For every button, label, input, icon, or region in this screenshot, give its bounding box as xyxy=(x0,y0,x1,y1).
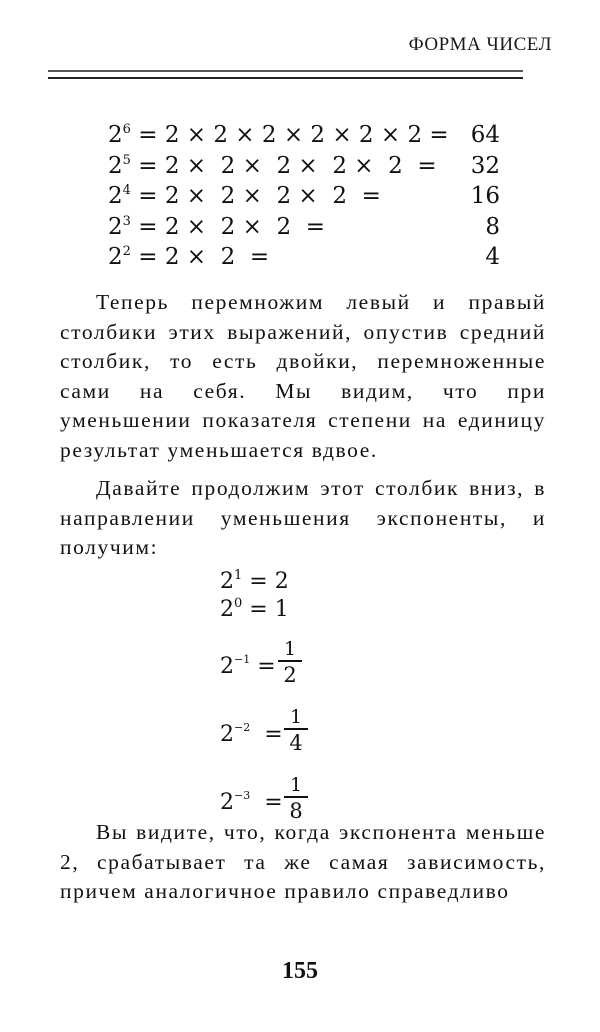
power-row xyxy=(220,596,289,624)
exponent: −2 xyxy=(234,721,251,734)
result: 8 xyxy=(485,213,500,240)
numerator: 1 xyxy=(278,638,302,662)
expansion: = 2 × 2 = xyxy=(130,244,277,270)
fraction-row xyxy=(220,638,297,696)
power-row xyxy=(220,568,289,596)
equation-row xyxy=(108,242,500,273)
denominator: 8 xyxy=(289,799,303,823)
paragraph-text: Давайте продолжим этот столбик вниз, в направлении уменьшения экспоненты, и получим: xyxy=(60,476,546,559)
fraction xyxy=(284,706,308,756)
negative-powers-list xyxy=(220,568,303,832)
paragraph-multiply-columns xyxy=(60,288,546,465)
equals: = xyxy=(250,722,290,747)
paragraph-continue-column xyxy=(60,474,546,563)
numerator: 1 xyxy=(284,774,308,798)
exponent: 3 xyxy=(122,213,131,229)
result: 64 xyxy=(470,122,500,148)
exponent: 4 xyxy=(122,183,131,198)
base: 2 xyxy=(108,122,123,148)
exponent: −3 xyxy=(234,789,251,802)
equals: = xyxy=(250,654,283,679)
base: 2 xyxy=(108,244,123,270)
exponent: 1 xyxy=(234,568,243,583)
exponent: −1 xyxy=(234,653,251,666)
fraction xyxy=(278,638,302,688)
expansion: = 2 × 2 × 2 × 2 × 2 × 2 = xyxy=(130,122,456,148)
base: 2 xyxy=(220,597,234,622)
equals: = xyxy=(242,569,275,594)
base: 2 xyxy=(220,790,234,815)
powers-of-two-table xyxy=(108,120,500,273)
exponent: 6 xyxy=(122,122,131,137)
value: 1 xyxy=(274,597,289,622)
equation-row xyxy=(108,181,500,212)
base: 2 xyxy=(220,654,234,679)
value: 2 xyxy=(274,569,289,594)
base: 2 xyxy=(108,152,123,179)
denominator: 4 xyxy=(289,731,303,755)
equation-row xyxy=(108,151,500,182)
expansion: = 2 × 2 × 2 × 2 × 2 = xyxy=(130,152,445,179)
numerator: 1 xyxy=(284,706,308,730)
running-header-title: ФОРМА ЧИСЕЛ xyxy=(408,34,552,55)
paragraph-text: Теперь перемножим левый и правый столбики этих выражений, опустив средний столбик, то есть двойки, перемноженные сами на себя. Мы видим, что при уменьшении показателя степени на единицу результат уменьшается вдвое. xyxy=(60,290,546,462)
base: 2 xyxy=(108,183,123,209)
base: 2 xyxy=(220,569,234,594)
exponent: 2 xyxy=(122,244,131,259)
fraction-row xyxy=(220,706,303,764)
expansion: = 2 × 2 × 2 = xyxy=(130,213,333,240)
paragraph-same-dependency xyxy=(60,818,546,907)
equation-row xyxy=(108,212,500,243)
result: 16 xyxy=(470,183,500,209)
result: 32 xyxy=(470,152,500,179)
result: 4 xyxy=(485,244,500,270)
base: 2 xyxy=(108,213,123,240)
header-double-rule xyxy=(48,70,523,79)
base: 2 xyxy=(220,722,234,747)
paragraph-text: Вы видите, что, когда экспонента меньше 2, срабатывает та же самая зависимость, причем аналогичное правило справедливо xyxy=(60,820,546,903)
equals: = xyxy=(242,597,275,622)
exponent: 0 xyxy=(234,596,243,611)
fraction xyxy=(284,774,308,824)
equation-row xyxy=(108,120,500,151)
page-number: 155 xyxy=(282,958,318,984)
denominator: 2 xyxy=(283,663,297,687)
expansion: = 2 × 2 × 2 × 2 = xyxy=(130,183,389,209)
equals: = xyxy=(250,790,290,815)
exponent: 5 xyxy=(122,152,131,168)
